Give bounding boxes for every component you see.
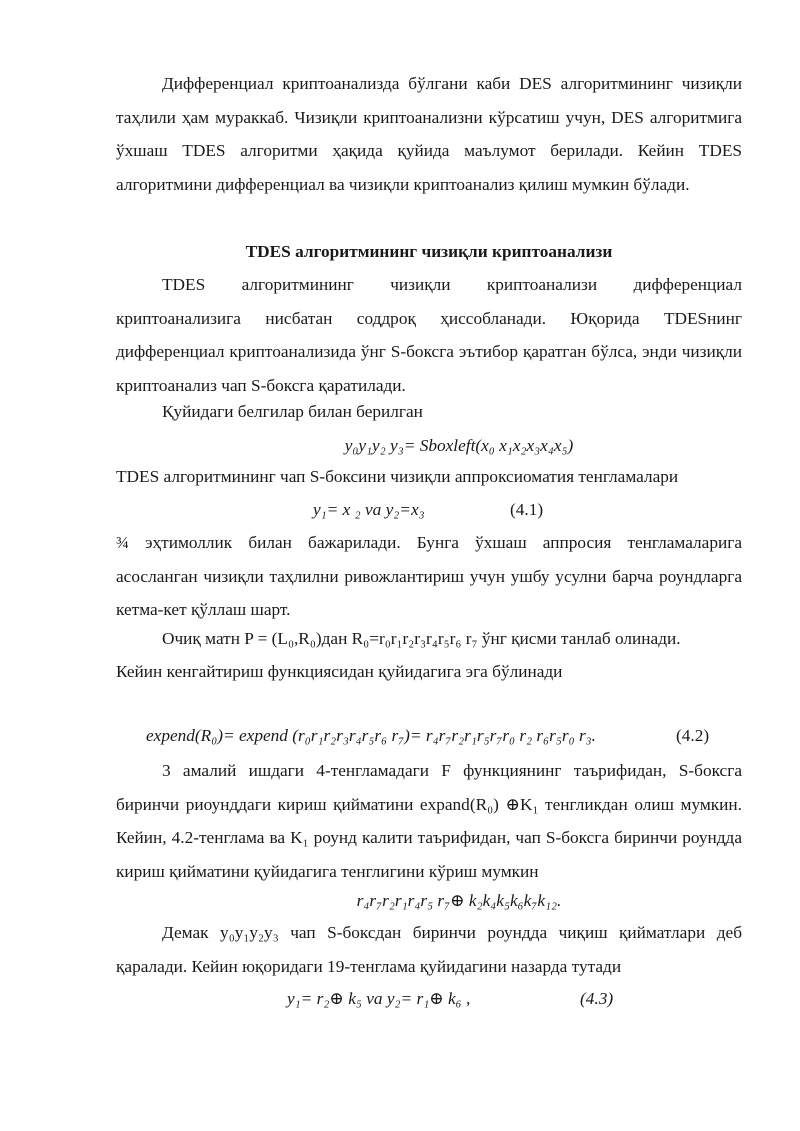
section-heading: TDES алгоритмининг чизиқли криптоанализи [245,242,613,261]
paragraph-function-f: 3 амалий ишдаги 4-тенгламадаги F функциянинг таърифидан, S-боксга биринчи риоунддаги кириш қийматини expand(R₀) ⊕K₁ тенгликдан олиш мумкин. Кейин, 4.2-тенглама ва K₁ роунд калити таърифидан, чап S-боксга биринчи роундда кириш қийматини қуйидагига тенглигини кўриш мумкин [116,761,742,881]
paragraph-tdes-linear: TDES алгоритмининг чизиқли криптоанализи дифференциал криптоанализига нисбатан соддроқ ҳиссобланади. Юқорида TDESнинг дифференциал криптоанализида ўнг S-боксга эътибор қаратган бўлса, энди чизиқли криптоанализ чап S-боксга қаратилади. [116,275,742,395]
formula-approx: y₁= x ₂ va y₂=x₃ [313,500,425,519]
paragraph-plaintext: Очиқ матн P = (L₀,R₀)дан R₀=r₀r₁r₂r₃r₄r₅r₆ r₇ ўнг қисми танлаб олинади. [162,629,681,648]
equation-number-4-1: (4.1) [510,500,544,519]
formula-sbox-input: r₄r₇r₂r₁r₄r₅ r₇⊕ k₂k₄k₅k₆k₇k₁₂. [356,891,562,910]
paragraph-notation: Қуйидаги белгилар билан берилган [162,402,423,421]
paragraph-approx: TDES алгоритмининг чап S-боксини чизиқли аппроксиоматия тенгламалари [116,467,679,486]
paragraph-probability: ¾ эҳтимоллик билан бажарилади. Бунга ўхшаш аппросия тенгламаларига асосланган чизиқли таҳлилни ривожлантириш учун ушбу усулни барча роундларга кетма-кет қўллаш шарт. [116,533,742,620]
formula-sbox: y₀y₁y₂ y₃= Sboxleft(x₀ x₁x₂x₃x₄x₅) [344,436,574,455]
formula-expand: expend(R₀)= expend (r₀r₁r₂r₃r₄r₅r₆ r₇)= r₄r₇r₂r₁r₅r₇r₀ r₂ r₆r₅r₀ r₃. [146,726,596,745]
formula-output: y₁= r₂⊕ k₅ va y₂= r₁⊕ k₆ , [287,989,471,1008]
paragraph-expansion: Кейин кенгайтириш функциясидан қуйидагига эга бўлинади [116,662,563,681]
paragraph-intro: Дифференциал криптоанализда бўлгани каби DES алгоритмининг чизиқли таҳлили ҳам мураккаб. Чизиқли криптоанализни кўрсатиш учун, DES алгоритмига ўхшаш TDES алгоритми ҳақида қуйида маълумот берилади. Кейин TDES алгоритмини дифференциал ва чизиқли криптоанализ қилиш мумкин бўлади. [116,74,742,194]
paragraph-output: Демак y₀y₁y₂y₃ чап S-боксдан биринчи роундда чиқиш қийматлари деб қаралади. Кейин юқоридаги 19-тенглама қуйидагини назарда тутади [116,923,742,976]
equation-number-4-3: (4.3) [580,989,614,1008]
equation-number-4-2: (4.2) [676,726,710,745]
